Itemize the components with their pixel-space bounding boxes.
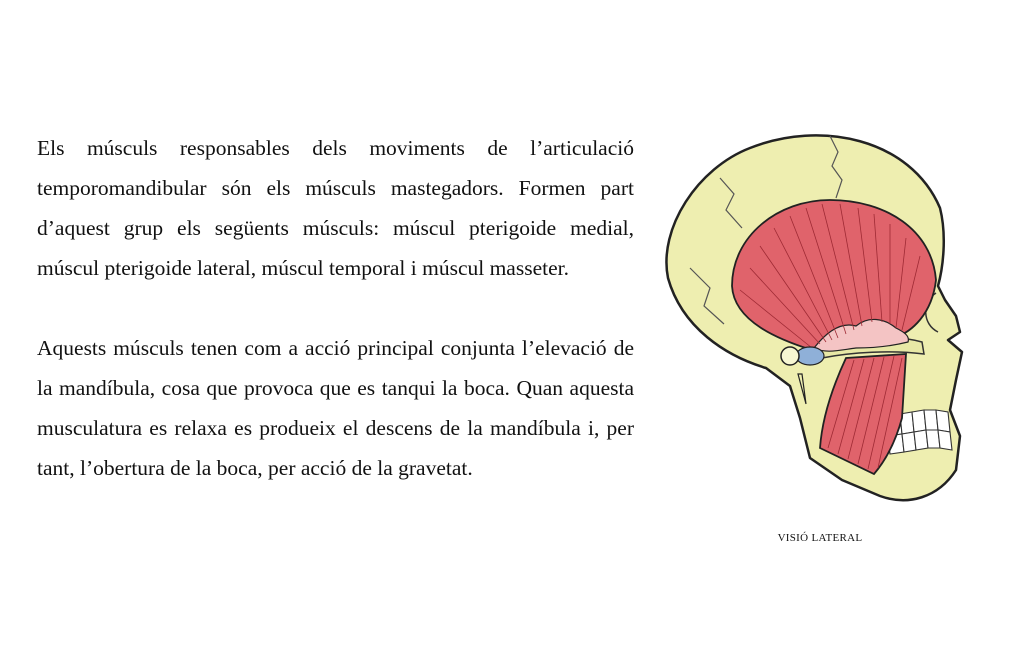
skull-drawing bbox=[660, 118, 990, 518]
paragraph-muscles-action: Aquests músculs tenen com a acció principal conjunta l’elevació de la mandíbula, cosa que provoca que es tanqui la boca. Quan aquesta musculatura es relaxa es produeix el descens de la mandíbula i, per tant, l’obertura de la boca, per acció de la gravetat. bbox=[37, 336, 634, 480]
skull-lateral-illustration bbox=[660, 118, 990, 518]
text-column bbox=[37, 128, 634, 488]
figure-caption: VISIÓ LATERAL bbox=[777, 532, 863, 544]
tmj-disc bbox=[796, 347, 824, 365]
ear-canal bbox=[781, 347, 799, 365]
paragraph-muscles-intro: Els músculs responsables dels moviments de l’articulació temporomandibular són els músculs mastegadors. Formen part d’aquest grup els següents músculs: múscul pterigoide medial, múscul pterigoide lateral, múscul temporal i múscul masseter. bbox=[37, 136, 634, 280]
